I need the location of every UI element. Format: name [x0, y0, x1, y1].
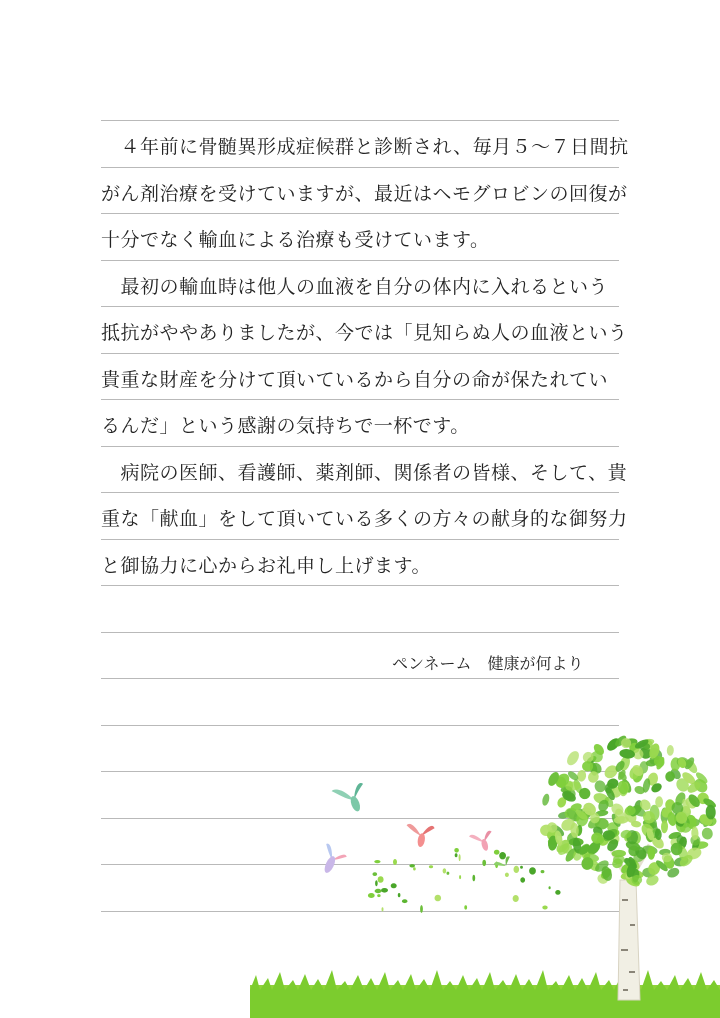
leaf [570, 822, 579, 837]
leaf [547, 835, 558, 851]
falling-leaf [455, 853, 458, 857]
falling-leaf [542, 906, 547, 910]
bird-icon [493, 855, 513, 871]
leaf [660, 805, 674, 819]
leaf [623, 857, 635, 867]
leaf [627, 868, 644, 880]
leaf [667, 811, 678, 826]
leaf [585, 754, 597, 765]
leaf [578, 842, 592, 856]
falling-leaf [375, 889, 382, 893]
leaf [670, 842, 682, 855]
falling-leaf [413, 867, 416, 870]
leaf [596, 798, 610, 813]
leaf [572, 837, 583, 854]
leaf [686, 792, 702, 809]
leaf [685, 845, 703, 861]
rule-line [101, 818, 619, 819]
leaf [691, 838, 701, 852]
leaf [625, 876, 641, 889]
leaf [685, 814, 698, 830]
leaf [620, 829, 633, 840]
leaf [641, 738, 655, 747]
leaf [661, 854, 676, 871]
leaf [560, 841, 575, 856]
leaf [633, 785, 645, 796]
leaf [687, 817, 700, 827]
leaf [645, 873, 661, 887]
leaf [604, 786, 617, 802]
leaf [625, 804, 638, 818]
leaf [645, 830, 654, 843]
leaf [695, 790, 711, 806]
leaf [591, 825, 604, 838]
leaf [684, 758, 700, 775]
leaf [625, 806, 636, 816]
leaf [674, 776, 691, 794]
leaf [609, 801, 626, 817]
falling-leaf [482, 860, 486, 866]
leaf [598, 836, 611, 847]
leaf [577, 808, 592, 822]
leaf [572, 778, 583, 794]
leaf [702, 814, 715, 829]
rule-line [101, 911, 619, 912]
leaf [676, 757, 687, 770]
grass [250, 970, 720, 1018]
leaf [548, 838, 559, 845]
leaf [681, 798, 691, 814]
leaf [675, 811, 693, 830]
leaf [680, 806, 691, 819]
falling-leaf [377, 894, 380, 897]
falling-leaf [494, 850, 500, 855]
leaf [705, 816, 718, 828]
letter-line: 重な「献血」をして頂いている多くの方々の献身的な御努力 [101, 508, 628, 530]
leaf [642, 739, 653, 750]
leaf [610, 812, 623, 828]
leaf [633, 844, 649, 861]
leaf [646, 760, 657, 767]
leaf [639, 761, 648, 774]
leaf [565, 749, 582, 768]
leaf [606, 777, 619, 789]
falling-leaf [499, 852, 506, 859]
leaf [618, 755, 632, 773]
leaf [574, 808, 589, 822]
leaf [608, 828, 620, 839]
leaf [639, 821, 657, 839]
leaf [666, 866, 681, 879]
leaf [668, 831, 682, 841]
leaf [694, 771, 709, 786]
leaf [560, 786, 572, 794]
leaf [572, 807, 585, 823]
leaf [654, 859, 669, 873]
leaf [628, 858, 641, 872]
leaf [559, 817, 577, 833]
leaf [637, 745, 653, 761]
leaf [622, 856, 639, 871]
leaf [556, 776, 567, 788]
leaf [549, 823, 566, 839]
leaf [585, 839, 602, 857]
leaf [595, 833, 606, 846]
leaf [655, 828, 662, 840]
leaf [692, 776, 710, 795]
letter-line: と御協力に心からお礼申し上げます。 [101, 554, 431, 577]
falling-leaf [391, 883, 397, 888]
bird-icon [331, 780, 371, 818]
leaf [638, 742, 651, 751]
leaf [638, 797, 653, 812]
leaf [677, 836, 688, 851]
leaf [691, 826, 699, 840]
leaf [683, 795, 699, 811]
leaf [673, 791, 687, 807]
leaf [590, 831, 604, 845]
leaf [649, 827, 661, 840]
leaf [668, 836, 682, 850]
leaf [641, 818, 656, 831]
leaf [683, 756, 696, 771]
leaf [630, 830, 642, 845]
leaf [631, 766, 645, 784]
leaf [630, 804, 648, 819]
bird-icon [403, 822, 435, 849]
leaf [693, 841, 709, 850]
leaf [592, 742, 606, 757]
leaf [659, 849, 671, 856]
leaf [646, 745, 664, 762]
leaf [620, 778, 633, 794]
leaf [565, 781, 581, 792]
leaf [705, 805, 716, 820]
rule-line [101, 725, 619, 726]
leaf [617, 780, 630, 796]
leaf [545, 828, 559, 842]
leaf [595, 809, 609, 817]
falling-leaf [443, 868, 447, 873]
leaf [589, 762, 599, 777]
falling-leaf [514, 866, 520, 873]
tree-foliage [540, 734, 718, 889]
leaf [541, 793, 550, 806]
leaf [605, 736, 622, 753]
falling-leaf [447, 872, 450, 875]
leaf [676, 835, 684, 845]
leaf [664, 770, 676, 783]
leaf [599, 866, 613, 880]
leaf [583, 852, 600, 863]
bird-icon [469, 829, 496, 854]
falling-leaves [368, 848, 561, 913]
letter-line: 最初の輸血時は他人の血液を自分の体内に入れるという [101, 275, 609, 298]
leaf [675, 756, 690, 769]
leaf [581, 800, 599, 818]
leaf [631, 820, 642, 827]
rule-line [101, 678, 619, 679]
leaf [622, 806, 639, 825]
leaf [660, 807, 668, 823]
falling-leaf [375, 880, 378, 886]
leaf [624, 869, 635, 881]
leaf [606, 821, 619, 834]
falling-leaf [529, 867, 536, 874]
letter-line: 病院の医師、看護師、薬剤師、関係者の皆様、そして、貴 [101, 461, 628, 484]
leaf [563, 780, 574, 795]
leaf [633, 799, 643, 814]
leaf [540, 824, 553, 836]
leaf [613, 734, 628, 749]
leaf [697, 812, 714, 828]
leaf [655, 756, 666, 771]
leaf [626, 844, 641, 859]
falling-leaf [472, 875, 475, 882]
leaf [628, 765, 641, 780]
leaf [686, 780, 703, 795]
leaf [582, 761, 593, 771]
leaf [565, 830, 579, 845]
signature-pen-name: ペンネーム 健康が何より [392, 654, 584, 673]
leaf [545, 820, 559, 835]
letter-line: るんだ」という感謝の気持ちで一杯です。 [101, 415, 470, 437]
leaf [581, 750, 596, 765]
leaf [646, 771, 660, 787]
leaf [667, 745, 674, 756]
leaf [593, 858, 611, 874]
falling-leaf [464, 905, 467, 909]
leaf [675, 818, 687, 833]
rule-line [101, 771, 619, 772]
leaf [678, 853, 695, 869]
leaf [601, 827, 619, 844]
bird-icon [315, 843, 348, 878]
falling-leaf [368, 893, 375, 898]
leaf [647, 861, 662, 877]
tree-trunk [612, 845, 650, 1000]
leaf [560, 789, 577, 804]
leaf [627, 741, 642, 756]
leaf [546, 770, 561, 787]
leaf [642, 778, 652, 794]
leaf [600, 865, 614, 882]
leaf [625, 861, 638, 878]
leaf [641, 809, 658, 826]
leaf [631, 747, 646, 762]
leaf [624, 857, 640, 874]
letter-line: 抵抗がややありましたが、今では「見知らぬ人の血液という [101, 322, 628, 344]
leaf [625, 839, 642, 852]
leaf [556, 841, 572, 857]
leaf [665, 799, 675, 811]
leaf [592, 791, 610, 806]
falling-leaf [429, 865, 433, 868]
leaf [634, 738, 650, 751]
leaf [690, 835, 701, 847]
leaf [649, 834, 666, 851]
falling-leaf [420, 905, 423, 913]
leaf [576, 825, 583, 837]
leaf [701, 827, 714, 841]
leaf [613, 807, 626, 824]
leaf [553, 771, 572, 790]
leaf [628, 803, 643, 818]
leaf [611, 850, 626, 858]
leaf [650, 781, 664, 794]
leaf [648, 819, 659, 835]
leaf [680, 770, 697, 786]
rule-line [101, 120, 619, 121]
leaf [618, 781, 630, 797]
leaf [564, 807, 581, 824]
leaf [670, 801, 684, 816]
leaf [649, 805, 660, 821]
falling-leaf [459, 854, 461, 861]
leaf [603, 795, 615, 808]
leaf [580, 806, 593, 818]
leaf [602, 781, 617, 796]
leaf [673, 855, 690, 868]
falling-leaf [381, 888, 388, 893]
leaf [645, 827, 655, 841]
leaf [591, 751, 604, 763]
leaf [602, 830, 615, 841]
leaf [631, 847, 649, 864]
falling-leaf [459, 875, 461, 879]
leaf [569, 838, 584, 846]
leaf [702, 797, 718, 810]
leaf [561, 786, 573, 800]
letter-line: がん剤治療を受けていますが、最近はヘモグロビンの回復が [101, 182, 628, 205]
leaf [627, 856, 638, 869]
leaf [626, 830, 638, 845]
leaf [672, 812, 686, 829]
leaf [679, 822, 692, 834]
leaf [642, 867, 655, 877]
falling-leaf [373, 872, 378, 876]
leaf [619, 748, 636, 759]
leaf [647, 742, 661, 760]
grass-blades [250, 970, 720, 1018]
leaf [619, 862, 631, 874]
leaf [661, 852, 672, 862]
falling-leaf [505, 873, 509, 877]
rule-line [101, 864, 619, 865]
leaf [562, 787, 578, 803]
leaf [652, 754, 667, 769]
leaf [669, 767, 683, 781]
falling-leaf [402, 899, 408, 903]
leaf [661, 820, 668, 833]
leaf [621, 738, 632, 749]
leaf [563, 846, 578, 863]
falling-leaf [513, 895, 519, 902]
leaf [556, 796, 568, 809]
rule-line [101, 632, 619, 633]
leaf [620, 870, 635, 880]
letter-line: ４年前に骨髄異形成症候群と診断され、毎月５～７日間抗 [101, 136, 629, 158]
leaf [698, 816, 714, 828]
leaf [554, 830, 564, 847]
grass-band [250, 985, 720, 1018]
letter-line: 貴重な財産を分けて頂いているから自分の命が保たれてい [101, 368, 609, 391]
leaf [676, 756, 690, 769]
leaf [630, 763, 645, 778]
leaf [622, 831, 635, 844]
leaf [674, 810, 688, 825]
falling-leaf [435, 895, 442, 902]
leaf [648, 817, 658, 829]
leaf [648, 846, 656, 860]
falling-leaf [555, 890, 560, 895]
leaf [572, 848, 584, 862]
leaf [632, 869, 640, 883]
leaf [609, 785, 623, 799]
leaf [655, 796, 663, 807]
falling-leaf [520, 877, 525, 882]
leaf [554, 837, 571, 854]
falling-leaf [541, 870, 545, 873]
falling-leaf [454, 848, 459, 853]
leaf [676, 844, 690, 862]
leaf [670, 757, 681, 771]
leaf [570, 802, 583, 812]
leaf [631, 874, 643, 885]
leaf [622, 737, 639, 748]
leaf [605, 837, 620, 853]
leaf [575, 810, 591, 827]
falling-leaf [549, 886, 551, 889]
leaf [595, 818, 609, 830]
falling-leaf [398, 893, 401, 897]
falling-leaf [378, 876, 384, 883]
leaf [577, 786, 593, 802]
leaf [593, 779, 606, 793]
leaf [582, 849, 591, 860]
leaf [641, 844, 658, 856]
leaf [577, 843, 592, 857]
leaf [604, 829, 622, 847]
leaf [596, 872, 610, 886]
falling-leaf [374, 860, 380, 863]
leaf [589, 761, 604, 776]
letter-line: 十分でなく輸血による治療も受けています。 [101, 229, 490, 251]
leaf [649, 755, 660, 765]
falling-leaf [520, 866, 523, 869]
